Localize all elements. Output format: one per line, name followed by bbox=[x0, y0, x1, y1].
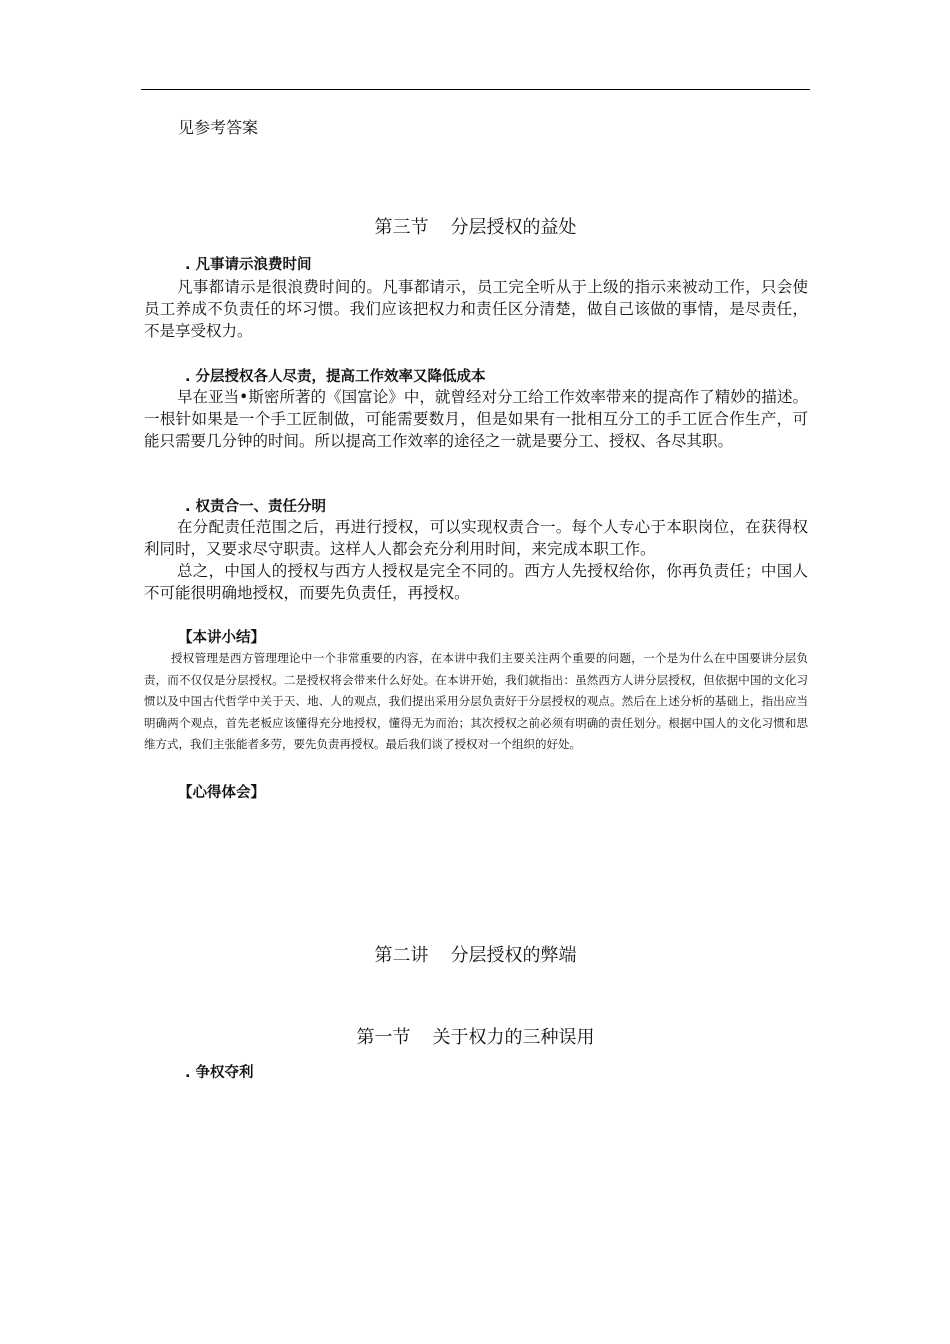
lecture-number: 第二讲 bbox=[374, 945, 429, 966]
paragraph: 凡事都请示是很浪费时间的。凡事都请示，员工完全听从于上级的指示来被动工作，只会使员工养成不负责任的坏习惯。我们应该把权力和责任区分清楚，做自己该做的事情，是尽责任，不是享受权力。 bbox=[144, 278, 808, 340]
subheading: . 争权夺利 bbox=[185, 1065, 254, 1081]
section-number: 第一节 bbox=[356, 1027, 411, 1048]
summary-heading: 【本讲小结】 bbox=[178, 630, 265, 646]
header-rule bbox=[141, 89, 810, 90]
reference-note: 见参考答案 bbox=[178, 118, 259, 137]
paragraph: 早在亚当•斯密所著的《国富论》中，就曾经对分工给工作效率带来的提高作了精妙的描述。一根针如果是一个手工匠制做，可能需要数月，但是如果有一批相互分工的手工匠合作生产，可能只需要几分钟的时间。所以提高工作效率的途径之一就是要分工、授权、各尽其职。 bbox=[144, 388, 808, 450]
subheading: . 权责合一、责任分明 bbox=[185, 499, 327, 515]
lecture-title bbox=[141, 941, 810, 967]
section-heading-text: 分层授权的益处 bbox=[450, 217, 577, 238]
subheading: . 凡事请示浪费时间 bbox=[185, 257, 312, 273]
summary-body: 授权管理是西方管理理论中一个非常重要的内容，在本讲中我们主要关注两个重要的问题，一个是为什么在中国要讲分层负责，而不仅仅是分层授权。二是授权将会带来什么好处。在本讲开始，我们就指出：虽然西方人讲分层授权，但依据中国的文化习惯以及中国古代哲学中关于天、地、人的观点，我们提出采用分层负责好于分层授权的观点。然后在上述分析的基础上，指出应当明确两个观点，首先老板应该懂得充分地授权，懂得无为而治；其次授权之前必须有明确的责任划分。根据中国人的文化习惯和思维方式，我们主张能者多劳，要先负责再授权。最后我们谈了授权对一个组织的好处。 bbox=[144, 651, 808, 751]
section-number: 第三节 bbox=[374, 217, 429, 238]
paragraph: 总之，中国人的授权与西方人授权是完全不同的。西方人先授权给你，你再负责任；中国人不可能很明确地授权，而要先负责任，再授权。 bbox=[144, 562, 808, 602]
section-title bbox=[141, 213, 810, 239]
reflection-heading: 【心得体会】 bbox=[178, 785, 265, 801]
paragraph: 在分配责任范围之后，再进行授权，可以实现权责合一。每个人专心于本职岗位，在获得权利同时，又要求尽守职责。这样人人都会充分利用时间，来完成本职工作。 bbox=[144, 518, 808, 558]
subheading: . 分层授权各人尽责，提高工作效率又降低成本 bbox=[185, 369, 486, 385]
section-heading-text: 关于权力的三种误用 bbox=[432, 1027, 595, 1048]
section-title bbox=[141, 1023, 810, 1049]
lecture-heading-text: 分层授权的弊端 bbox=[450, 945, 577, 966]
